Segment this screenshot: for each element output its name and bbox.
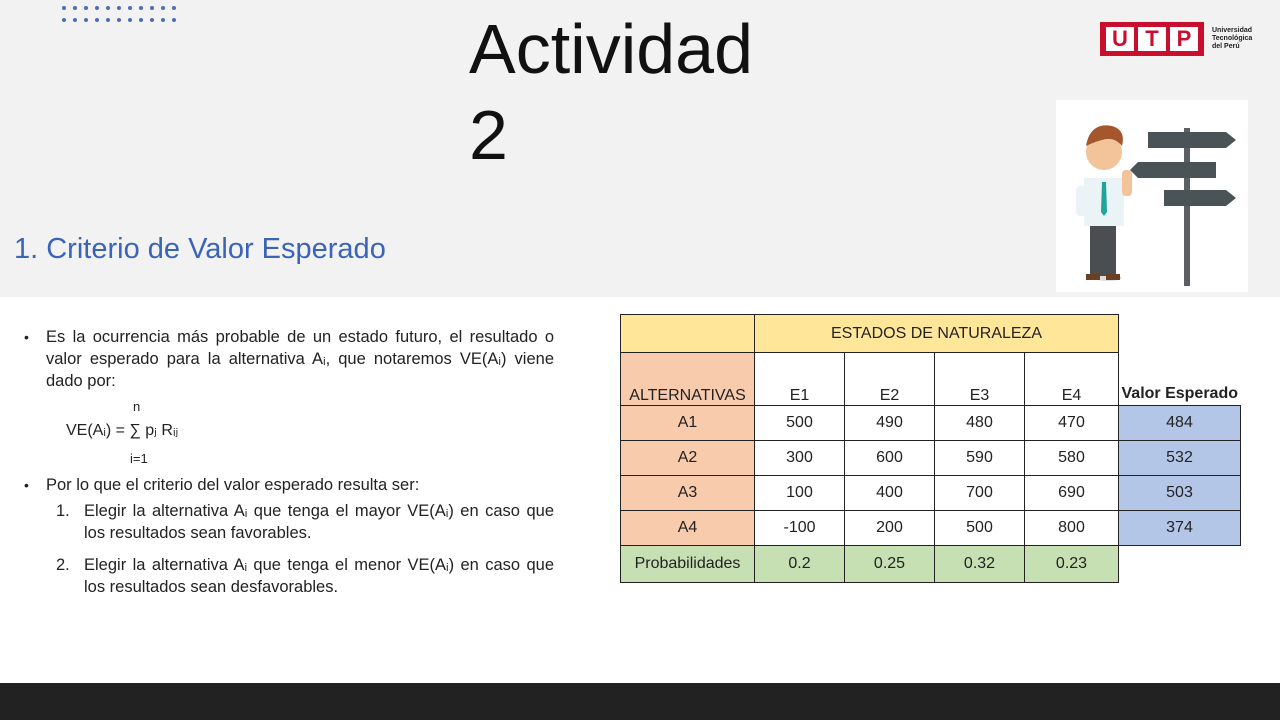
probability-cell: 0.25 bbox=[845, 546, 935, 583]
table-cell: 100 bbox=[755, 476, 845, 511]
bullet-icon: • bbox=[24, 477, 29, 493]
table-cell: 300 bbox=[755, 441, 845, 476]
table-cell: 690 bbox=[1025, 476, 1119, 511]
formula-expression: VE(Aᵢ) = ∑ pⱼ Rᵢⱼ bbox=[66, 422, 179, 439]
column-header: E4 bbox=[1025, 353, 1119, 406]
probability-cell: 0.32 bbox=[935, 546, 1025, 583]
table-corner-cell bbox=[621, 315, 755, 353]
list-item-text: Elegir la alternativa Aᵢ que tenga el menor VE(Aᵢ) en caso que los resultados sean desfavorables. bbox=[84, 556, 554, 596]
formula-upper-limit: n bbox=[133, 399, 141, 414]
list-item-text: Elegir la alternativa Aᵢ que tenga el mayor VE(Aᵢ) en caso que los resultados sean favorables. bbox=[84, 502, 554, 542]
criterion-list bbox=[56, 500, 554, 598]
empty-cell bbox=[1119, 546, 1241, 583]
decorative-dots bbox=[62, 6, 176, 30]
footer-bar bbox=[0, 683, 1280, 720]
slide-title-line1: Actividad bbox=[469, 10, 754, 88]
table-cell: 700 bbox=[935, 476, 1025, 511]
table-row bbox=[621, 406, 1241, 441]
table-cell: 500 bbox=[755, 406, 845, 441]
column-header: E1 bbox=[755, 353, 845, 406]
expected-value-cell: 484 bbox=[1119, 406, 1241, 441]
bullet-item bbox=[24, 474, 554, 496]
list-item-number: 1. bbox=[56, 502, 70, 520]
list-item-number: 2. bbox=[56, 556, 70, 574]
row-label: A3 bbox=[621, 476, 755, 511]
expected-value-cell: 374 bbox=[1119, 511, 1241, 546]
slide-title-line2: 2 bbox=[469, 96, 508, 174]
formula-lower-limit: i=1 bbox=[130, 451, 148, 466]
logo-letter-p: P bbox=[1170, 27, 1198, 51]
section-title: 1. Criterio de Valor Esperado bbox=[14, 233, 386, 265]
expected-value-cell: 532 bbox=[1119, 441, 1241, 476]
bullet-text-definition: Es la ocurrencia más probable de un estado futuro, el resultado o valor esperado para la alternativa Aᵢ, que notaremos VE(Aᵢ) viene dado por: bbox=[46, 328, 554, 390]
table-cell: 800 bbox=[1025, 511, 1119, 546]
table-row bbox=[621, 441, 1241, 476]
list-item bbox=[56, 554, 554, 598]
logo-letter-u: U bbox=[1106, 27, 1134, 51]
table-cell: 490 bbox=[845, 406, 935, 441]
expected-value-cell: 503 bbox=[1119, 476, 1241, 511]
expected-value-header: Valor Esperado bbox=[1119, 315, 1241, 406]
expected-value-formula bbox=[66, 396, 554, 468]
businessman-signpost-illustration bbox=[1056, 100, 1248, 292]
bullet-icon: • bbox=[24, 329, 29, 345]
table-cell: 600 bbox=[845, 441, 935, 476]
table-row bbox=[621, 476, 1241, 511]
column-header: E2 bbox=[845, 353, 935, 406]
states-header: ESTADOS DE NATURALEZA bbox=[755, 315, 1119, 353]
logo-text-line2: Tecnológica bbox=[1212, 35, 1253, 42]
probability-cell: 0.2 bbox=[755, 546, 845, 583]
table-row bbox=[621, 511, 1241, 546]
probability-cell: 0.23 bbox=[1025, 546, 1119, 583]
table-cell: 400 bbox=[845, 476, 935, 511]
bullet-text-criterion: Por lo que el criterio del valor esperado resulta ser: bbox=[46, 476, 420, 494]
alternatives-header: ALTERNATIVAS bbox=[621, 353, 755, 406]
list-item bbox=[56, 500, 554, 544]
probabilities-label: Probabilidades bbox=[621, 546, 755, 583]
table-cell: 580 bbox=[1025, 441, 1119, 476]
row-label: A4 bbox=[621, 511, 755, 546]
column-header: E3 bbox=[935, 353, 1025, 406]
logo-mark bbox=[1100, 22, 1204, 56]
table-cell: 470 bbox=[1025, 406, 1119, 441]
table-cell: 200 bbox=[845, 511, 935, 546]
table-row bbox=[621, 546, 1241, 583]
logo-letter-t: T bbox=[1138, 27, 1166, 51]
logo-text-line3: del Perú bbox=[1212, 43, 1240, 50]
row-label: A2 bbox=[621, 441, 755, 476]
bullet-item bbox=[24, 326, 554, 392]
table-cell: 500 bbox=[935, 511, 1025, 546]
utp-logo bbox=[1100, 22, 1252, 56]
row-label: A1 bbox=[621, 406, 755, 441]
decision-table bbox=[620, 314, 1241, 583]
table-cell: -100 bbox=[755, 511, 845, 546]
explanation-text bbox=[24, 326, 554, 608]
table-cell: 590 bbox=[935, 441, 1025, 476]
logo-text bbox=[1212, 27, 1252, 51]
slide-title bbox=[469, 6, 753, 178]
table-cell: 480 bbox=[935, 406, 1025, 441]
logo-text-line1: Universidad bbox=[1212, 27, 1253, 34]
